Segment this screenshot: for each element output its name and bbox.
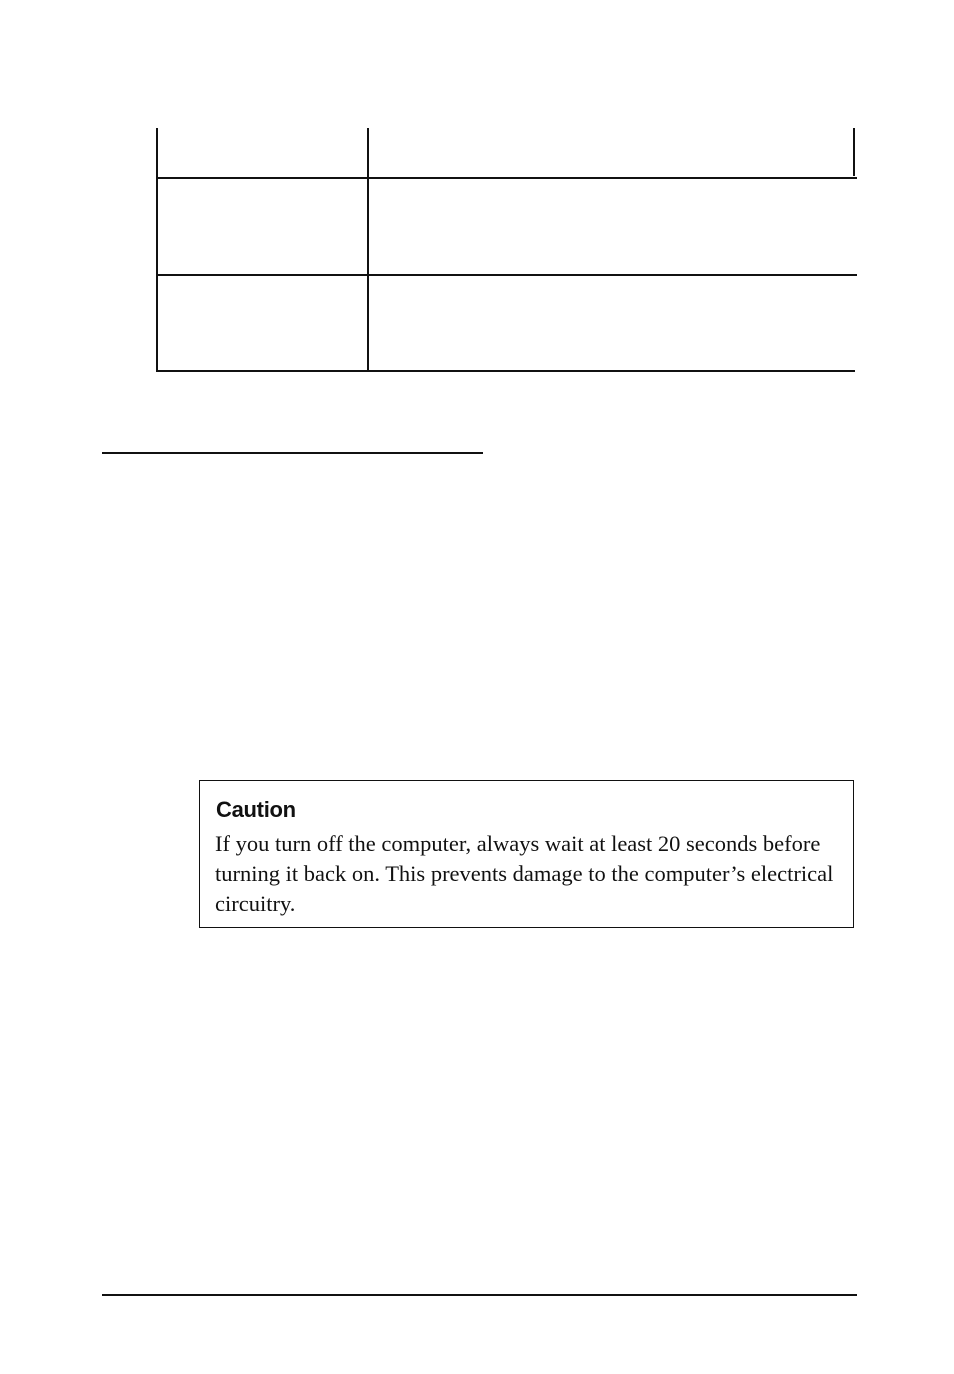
- table-right-border: [853, 128, 855, 176]
- section-heading-rule: [102, 452, 483, 454]
- caution-title: Caution: [216, 797, 296, 822]
- caution-text: If you turn off the computer, always wait at least 20 seconds before turning it back on. This prevents damage to the computer’s electrical circuitry.: [215, 831, 834, 916]
- table-row-divider-2: [156, 274, 857, 276]
- table-left-border: [156, 128, 158, 371]
- table-column-divider: [367, 128, 369, 371]
- table-grid: [156, 128, 855, 371]
- footer-rule: [102, 1294, 857, 1296]
- caution-box: [199, 780, 854, 928]
- table-bottom-border: [156, 370, 855, 372]
- table-row-divider-1: [156, 177, 857, 179]
